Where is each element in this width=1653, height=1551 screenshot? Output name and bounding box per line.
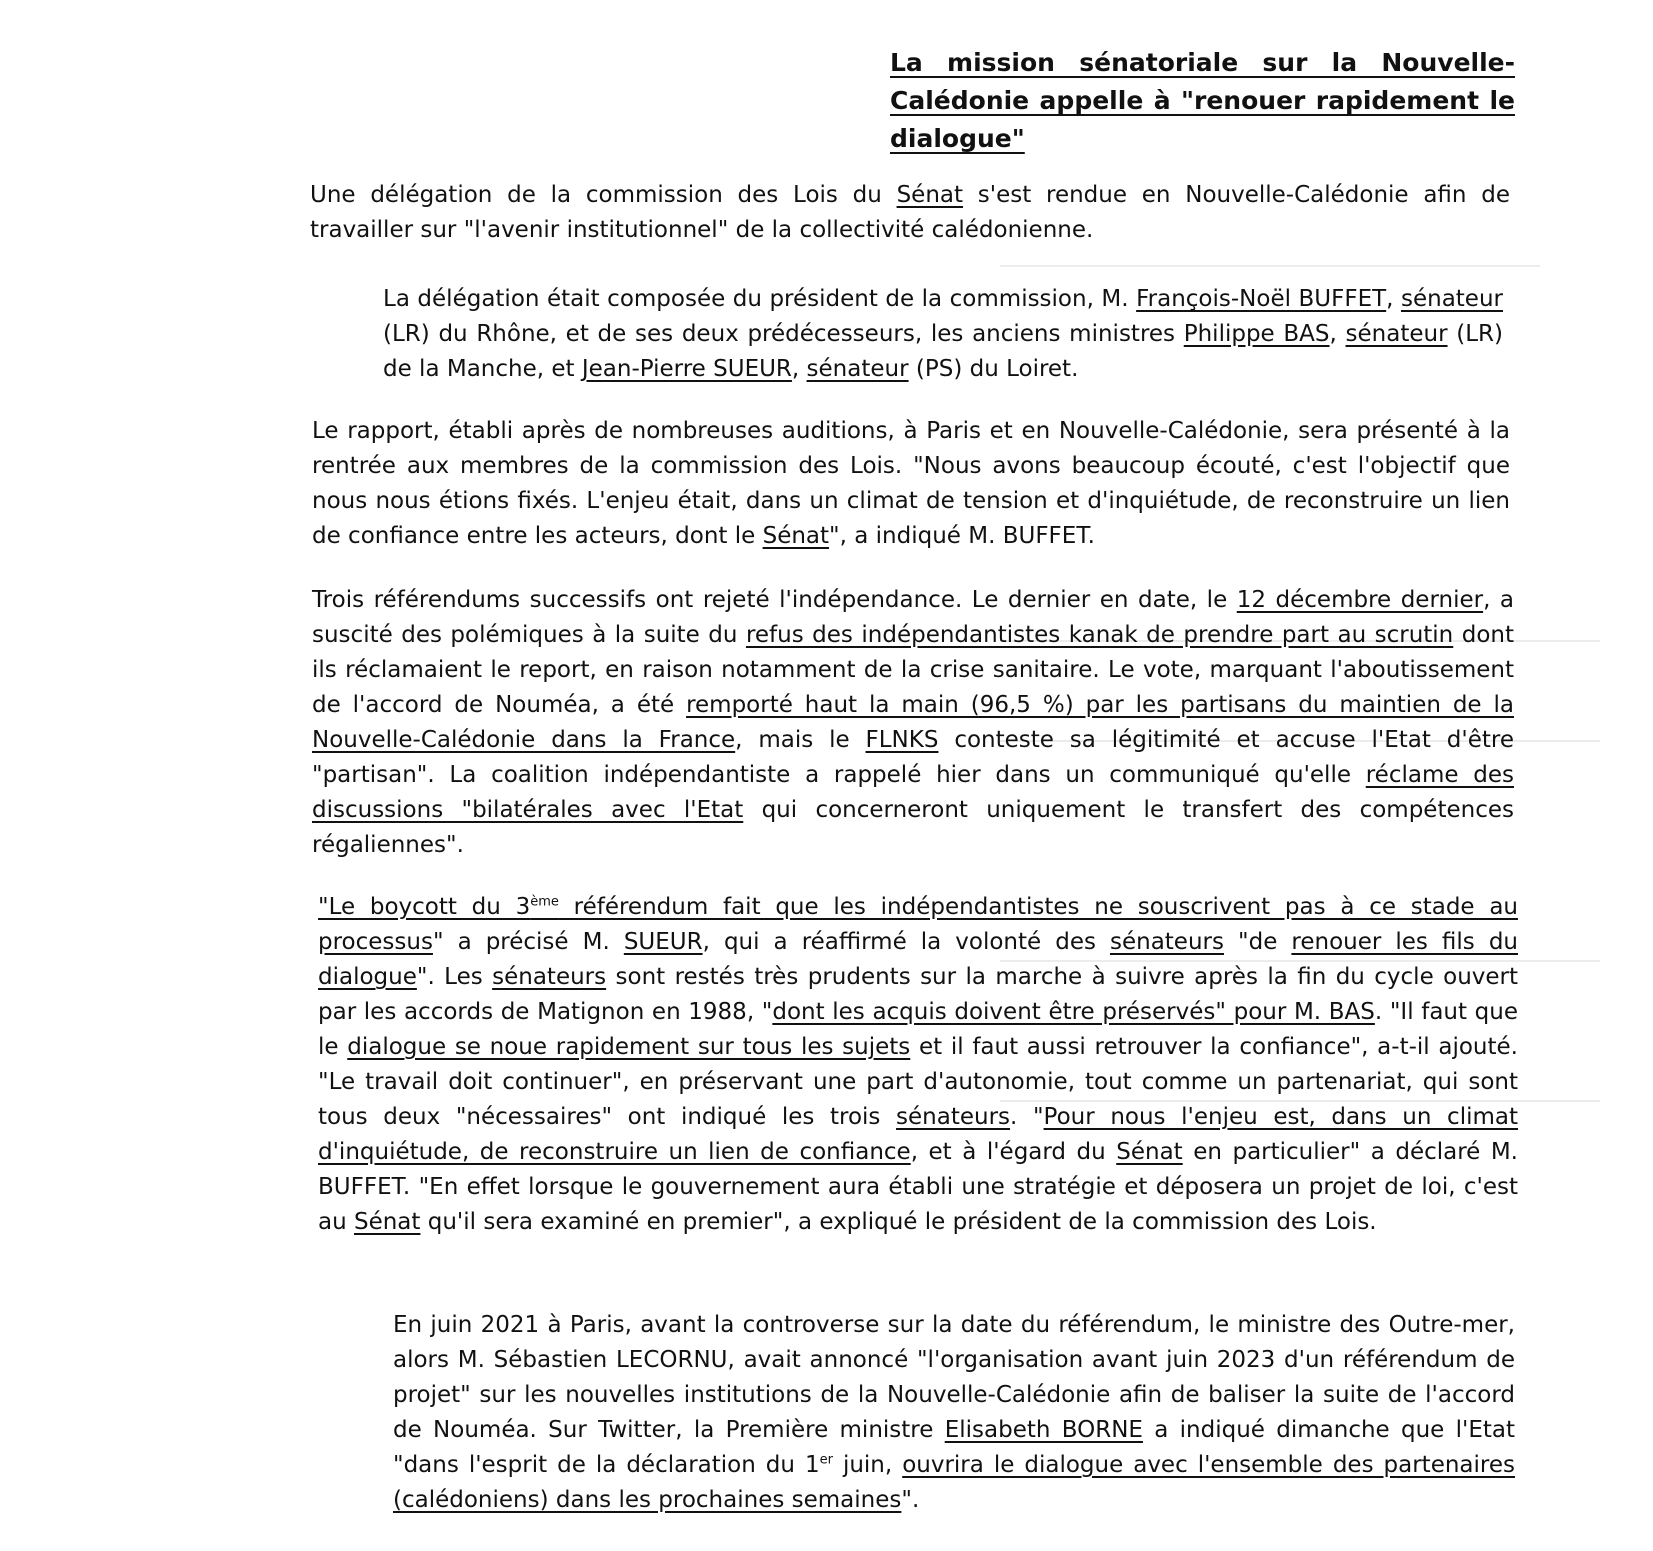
underlined-text: Sénat [762,523,830,549]
text: (PS) du Loiret. [908,356,1079,382]
underlined-text: Philippe BAS [1183,321,1330,347]
paragraph-2 [383,282,1503,387]
text: ", a indiqué M. BUFFET. [829,523,1095,549]
text: Le rapport, établi après de nombreuses auditions, à Paris et en Nouvelle-Calédonie, sera présenté à la rentrée aux membres de la commission des Lois. "Nous avons beaucoup écouté, c'est l'objectif que nous nous étions fixés. L'enjeu était, dans un climat de tension et d'inquiétude, de reconstruire un lien de confiance entre les acteurs, dont le [312,418,1510,549]
underlined-text: Sénat [1116,1139,1183,1165]
article-title [890,44,1515,158]
text: , [791,356,807,382]
text: Trois référendums successifs ont rejeté l'indépendance. Le dernier en date, le [312,587,1237,613]
text: En juin 2021 à Paris, avant la controverse sur la date du référendum, le ministre des Outre-mer, alors M. Sébastien LECORNU, avait annoncé "l'organisation avant juin 2023 d'un référendum de projet" sur les nouvelles institutions de la Nouvelle-Calédonie afin de baliser la suite de l'accord de Nouméa. Sur Twitter, la Première ministre [393,1312,1515,1443]
text: "Le boycott du 3 [318,894,531,920]
text: , [1386,286,1401,312]
underlined-text: sénateur [806,356,909,382]
text: et il faut aussi retrouver la confiance", a-t-il ajouté. "Le travail doit continuer", en préservant une part d'autonomie, tout comme un partenariat, qui sont tous deux "nécessaires" ont indiqué les trois [318,1034,1518,1130]
text: . " [1010,1104,1044,1130]
text: La délégation était composée du président de la commission, M. [383,286,1137,312]
text: Une délégation de la commission des Lois du [310,182,897,208]
text: juin, [832,1452,903,1478]
underlined-text: remporté haut la main (96,5 %) par les partisans du maintien de la Nouvelle-Calédonie dans la France [312,692,1514,753]
paragraph-6 [393,1308,1515,1518]
underlined-text: sénateur [1400,286,1503,312]
underlined-text: SUEUR [623,929,703,955]
underlined-text: dont les acquis doivent être préservés" pour M. BAS [772,999,1375,1025]
paragraph-1 [310,178,1510,248]
text: s'est rendue en Nouvelle-Calédonie afin de travailler sur "l'avenir institutionnel" de la collectivité calédonienne. [310,182,1510,243]
text: a indiqué dimanche que l'Etat "dans l'esprit de la déclaration du 1 [393,1417,1516,1478]
underlined-text: 12 décembre dernier [1236,587,1484,613]
underlined-text: Jean-Pierre SUEUR [581,356,792,382]
text: dont ils réclamaient le report, en raison notamment de la crise sanitaire. Le vote, marquant l'aboutissement de l'accord de Nouméa, a été [312,622,1514,718]
underlined-text: Pour nous l'enjeu est, dans un climat d'inquiétude, de reconstruire un lien de confiance [318,1104,1518,1165]
text: ". Les [416,964,493,990]
text: . "Il faut que le [318,999,1518,1060]
text: , mais le [735,727,866,753]
underlined-text: renouer les fils du dialogue [318,929,1518,990]
text: ". [901,1487,920,1513]
superscript: ème [530,894,559,910]
text: , et à l'égard du [910,1139,1117,1165]
text: conteste sa légitimité et accuse l'Etat d'être "partisan". La coalition indépendantiste a rappelé hier dans un communiqué qu'elle [312,727,1514,788]
underlined-text: Elisabeth BORNE [944,1417,1143,1443]
paragraph-4 [312,583,1514,863]
text: référendum fait que les indépendantistes ne souscrivent pas à ce stade au processus [318,894,1518,955]
text: " a précisé M. [432,929,624,955]
underlined-text: sénateur [1345,321,1448,347]
superscript: er [819,1452,833,1468]
text: "de [1223,929,1292,955]
underlined-text: Sénat [353,1209,421,1235]
text: , qui a réaffirmé la volonté des [702,929,1110,955]
underlined-text: sénateurs [492,964,607,990]
underlined-text: réclame des discussions "bilatérales avec l'Etat [312,762,1514,823]
underlined-text: FLNKS [865,727,939,753]
text: en particulier" a déclaré M. BUFFET. "En effet lorsque le gouvernement aura établi une stratégie et déposera un projet de loi, c'est au [318,1139,1518,1235]
text: qu'il sera examiné en premier", a expliqué le président de la commission des Lois. [420,1209,1377,1235]
underlined-text: sénateurs [1109,929,1224,955]
underlined-text: sénateurs [896,1104,1011,1130]
text: (LR) du Rhône, et de ses deux prédécesseurs, les anciens ministres [383,321,1184,347]
text: , [1329,321,1346,347]
article-title-text: La mission sénatoriale sur la Nouvelle-Calédonie appelle à "renouer rapidement le dialogue" [890,48,1515,153]
text: , a suscité des polémiques à la suite du [312,587,1514,648]
underlined-text: refus des indépendantistes kanak de prendre part au scrutin [745,622,1454,648]
paragraph-5 [318,890,1518,1240]
text: qui concerneront uniquement le transfert des compétences régaliennes". [312,797,1514,858]
underlined-text: François-Noël BUFFET [1136,286,1387,312]
paragraph-3 [312,414,1510,554]
text: sont restés très prudents sur la marche à suivre après la fin du cycle ouvert par les accords de Matignon en 1988, " [318,964,1519,1025]
underlined-text: Sénat [896,182,964,208]
underlined-text: ouvrira le dialogue avec l'ensemble des partenaires (calédoniens) dans les prochaines semaines [393,1452,1515,1513]
underlined-text: dialogue se noue rapidement sur tous les sujets [347,1034,911,1060]
text: (LR) de la Manche, et [383,321,1503,382]
